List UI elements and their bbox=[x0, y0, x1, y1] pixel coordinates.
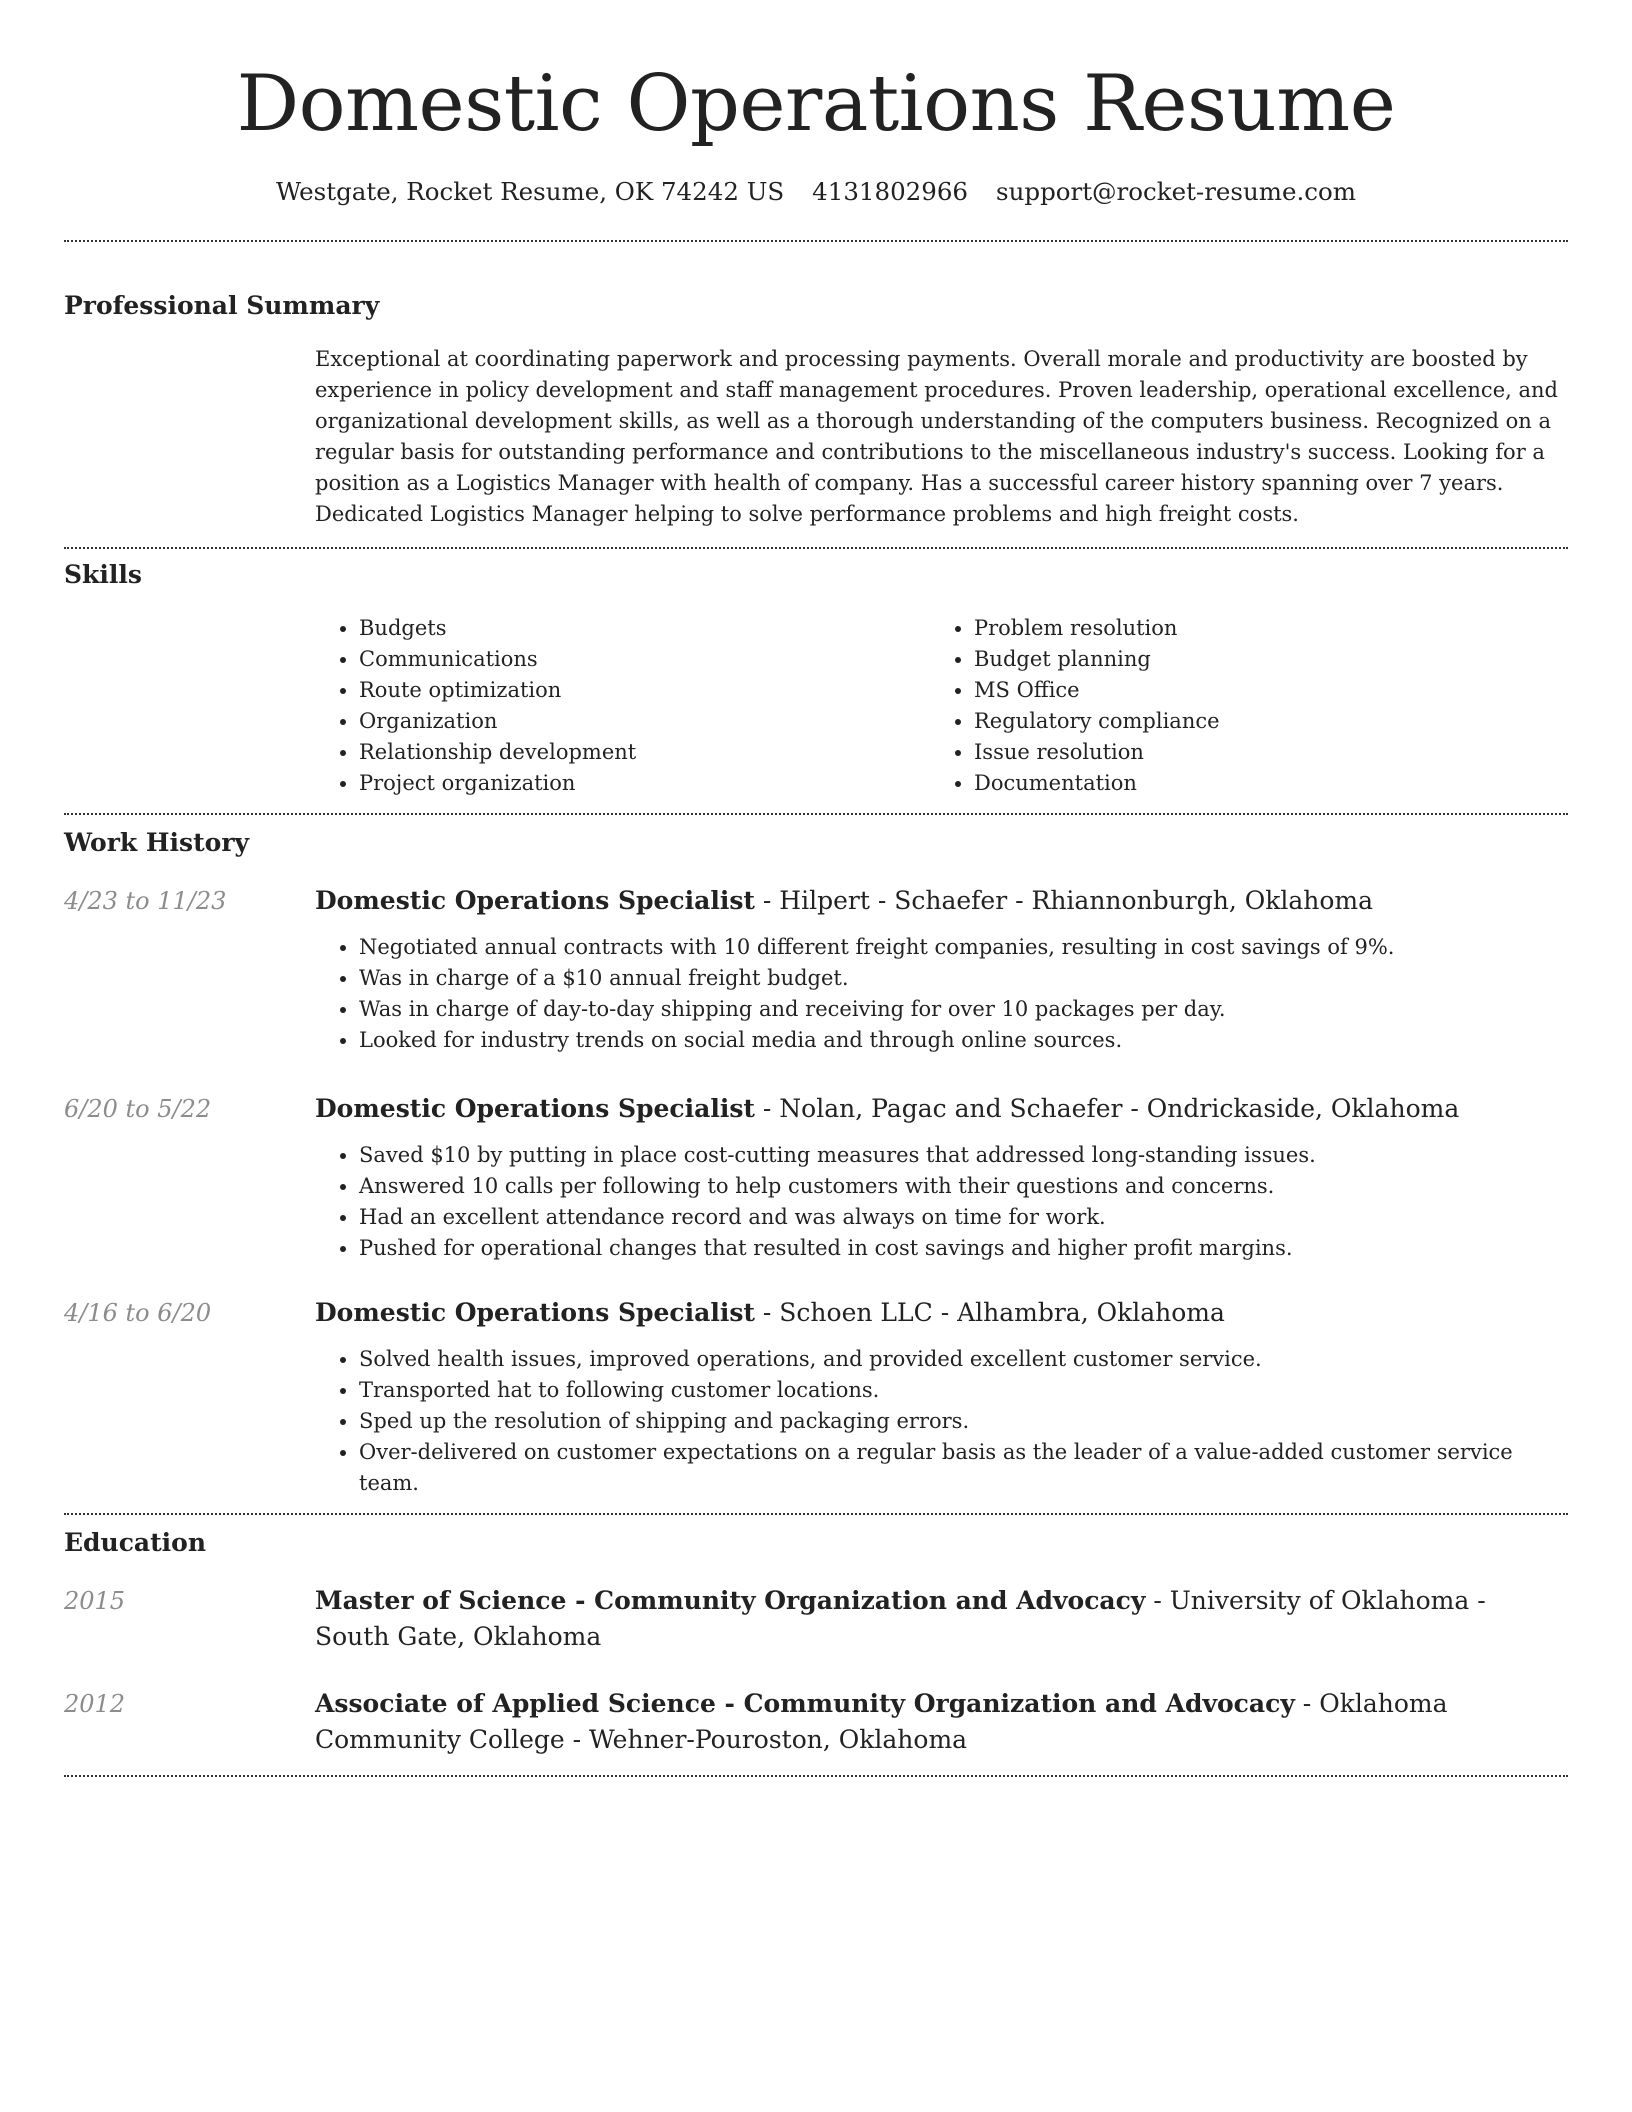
education-school: - University of Oklahoma - South Gate, Oklahoma bbox=[315, 1586, 1486, 1651]
skill-item: • Budget planning bbox=[974, 644, 1545, 675]
job-heading bbox=[315, 883, 1568, 919]
job-bullet: • Transported hat to following customer locations. bbox=[359, 1375, 1568, 1406]
skill-item: • MS Office bbox=[974, 675, 1545, 706]
job-dates: 4/23 to 11/23 bbox=[64, 887, 227, 915]
job-dates: 6/20 to 5/22 bbox=[64, 1095, 212, 1123]
education-entry bbox=[64, 1686, 1568, 1758]
contact-phone: 4131802966 bbox=[812, 177, 969, 206]
job-bullet: • Looked for industry trends on social media and through online sources. bbox=[359, 1025, 1568, 1056]
job-bullets bbox=[315, 932, 1568, 1056]
skill-item: • Organization bbox=[359, 706, 930, 737]
work-section bbox=[64, 815, 1568, 1499]
contact-email: support@rocket-resume.com bbox=[996, 177, 1356, 206]
job-bullet: • Sped up the resolution of shipping and packaging errors. bbox=[359, 1406, 1568, 1437]
job-bullet: • Was in charge of a $10 annual freight budget. bbox=[359, 963, 1568, 994]
section-title-summary: Professional Summary bbox=[64, 291, 380, 320]
job-entry bbox=[64, 1295, 1568, 1499]
resume-page bbox=[64, 0, 1568, 1777]
skill-item: • Route optimization bbox=[359, 675, 930, 706]
job-bullet: • Answered 10 calls per following to help customers with their questions and concerns. bbox=[359, 1171, 1568, 1202]
education-degree: Associate of Applied Science - Community Organization and Advocacy bbox=[315, 1689, 1295, 1718]
job-dates: 4/16 to 6/20 bbox=[64, 1299, 212, 1327]
education-year: 2012 bbox=[64, 1690, 126, 1718]
job-entry bbox=[64, 883, 1568, 1056]
job-entry bbox=[64, 1091, 1568, 1264]
job-bullets bbox=[315, 1140, 1568, 1264]
job-bullet: • Negotiated annual contracts with 10 different freight companies, resulting in cost savings of 9%. bbox=[359, 932, 1568, 963]
education-heading bbox=[315, 1686, 1568, 1758]
job-bullet: • Was in charge of day-to-day shipping and receiving for over 10 packages per day. bbox=[359, 994, 1568, 1025]
skills-list-right bbox=[930, 613, 1545, 799]
resume-header bbox=[64, 0, 1568, 208]
education-year: 2015 bbox=[64, 1587, 126, 1615]
skill-item: • Problem resolution bbox=[974, 613, 1545, 644]
job-bullet: • Saved $10 by putting in place cost-cutting measures that addressed long-standing issues. bbox=[359, 1140, 1568, 1171]
education-section bbox=[64, 1515, 1568, 1758]
skill-item: • Regulatory compliance bbox=[974, 706, 1545, 737]
education-degree: Master of Science - Community Organization and Advocacy bbox=[315, 1586, 1146, 1615]
contact-line bbox=[64, 176, 1568, 208]
skill-item: • Communications bbox=[359, 644, 930, 675]
job-employer: - Hilpert - Schaefer - Rhiannonburgh, Oklahoma bbox=[754, 886, 1374, 915]
job-bullet: • Solved health issues, improved operations, and provided excellent customer service. bbox=[359, 1344, 1568, 1375]
skill-item: • Issue resolution bbox=[974, 737, 1545, 768]
education-entry bbox=[64, 1583, 1568, 1655]
section-title-work: Work History bbox=[64, 828, 250, 857]
skill-item: • Project organization bbox=[359, 768, 930, 799]
job-bullets bbox=[315, 1344, 1568, 1499]
skill-item: • Relationship development bbox=[359, 737, 930, 768]
job-heading bbox=[315, 1295, 1568, 1331]
job-role: Domestic Operations Specialist bbox=[315, 1094, 755, 1123]
skill-item: • Documentation bbox=[974, 768, 1545, 799]
job-bullet: • Had an excellent attendance record and was always on time for work. bbox=[359, 1202, 1568, 1233]
skills-list-left bbox=[315, 613, 930, 799]
education-heading bbox=[315, 1583, 1568, 1655]
resume-title: Domestic Operations Resume bbox=[236, 59, 1396, 149]
job-bullet: • Pushed for operational changes that resulted in cost savings and higher profit margins. bbox=[359, 1233, 1568, 1264]
job-role: Domestic Operations Specialist bbox=[315, 886, 755, 915]
divider bbox=[64, 1775, 1568, 1777]
job-role: Domestic Operations Specialist bbox=[315, 1298, 755, 1327]
summary-section bbox=[64, 242, 1568, 530]
education-school: - Oklahoma Community College - Wehner-Pouroston, Oklahoma bbox=[315, 1689, 1448, 1754]
skill-item: • Budgets bbox=[359, 613, 930, 644]
job-employer: - Nolan, Pagac and Schaefer - Ondrickaside, Oklahoma bbox=[754, 1094, 1460, 1123]
contact-address: Westgate, Rocket Resume, OK 74242 US bbox=[275, 177, 785, 206]
section-title-education: Education bbox=[64, 1528, 207, 1557]
job-employer: - Schoen LLC - Alhambra, Oklahoma bbox=[754, 1298, 1225, 1327]
section-title-skills: Skills bbox=[64, 560, 142, 589]
skills-section bbox=[64, 549, 1568, 799]
summary-text: Exceptional at coordinating paperwork and processing payments. Overall morale and productivity are boosted by experience in policy development and staff management procedures. Proven leadership, operational excellence, and organizational development skills, as well as a thorough understanding of the computers business. Recognized on a regular basis for outstanding performance and contributions to the miscellaneous industry's success. Looking for a position as a Logistics Manager with health of company. Has a successful career history spanning over 7 years. Dedicated Logistics Manager helping to solve performance problems and high freight costs. bbox=[315, 347, 1558, 526]
job-bullet: • Over-delivered on customer expectations on a regular basis as the leader of a value-added customer service team. bbox=[359, 1437, 1568, 1499]
job-heading bbox=[315, 1091, 1568, 1127]
